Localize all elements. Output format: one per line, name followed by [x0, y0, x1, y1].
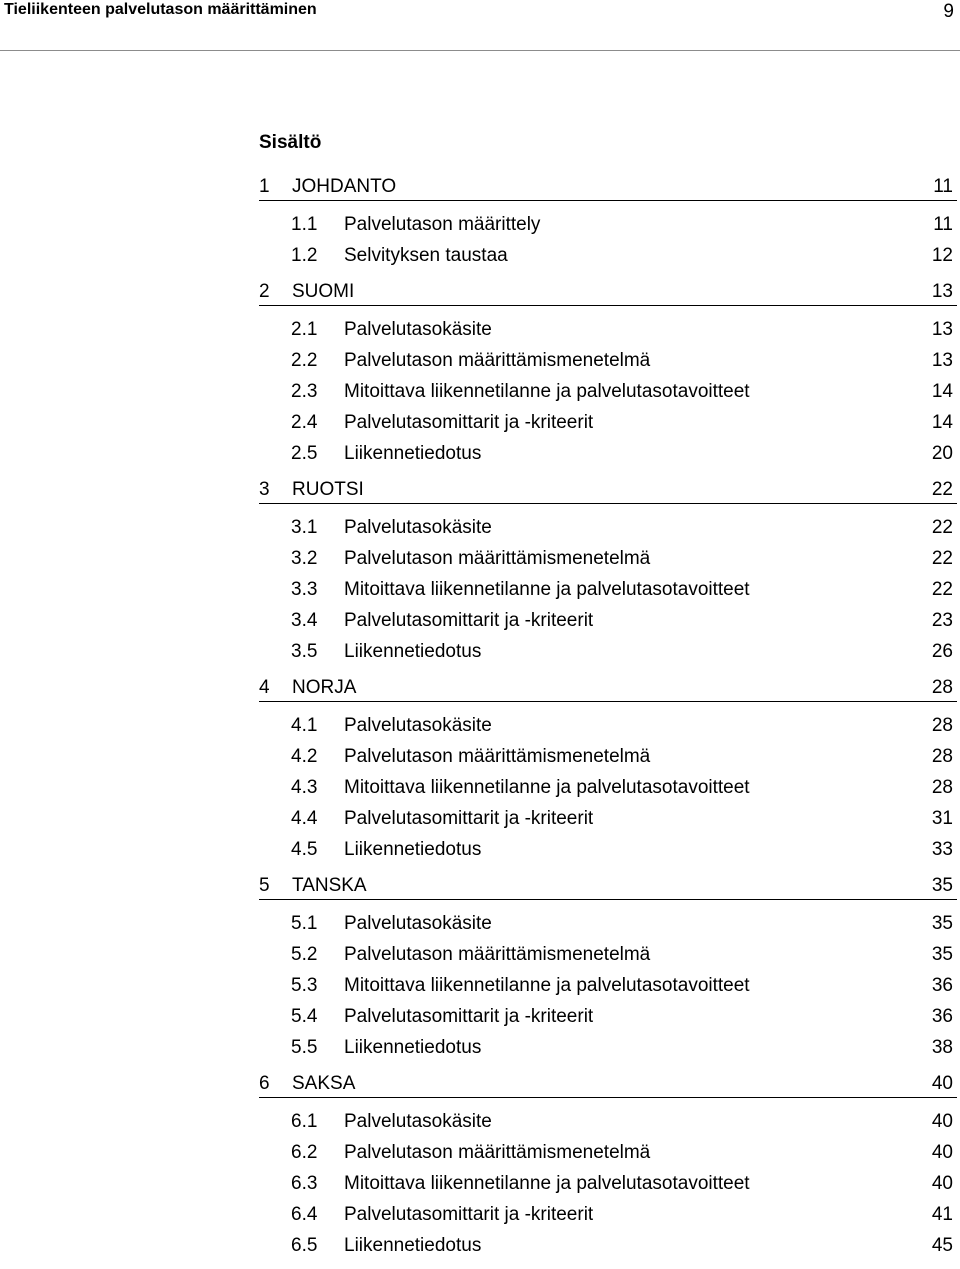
toc-page-number: 31: [931, 808, 953, 829]
toc-page-number: 35: [931, 944, 953, 965]
toc-chapter-row[interactable]: [259, 1071, 957, 1098]
toc-section-row[interactable]: [259, 970, 957, 1001]
toc-page-number: 36: [931, 1006, 953, 1027]
toc-page-number: 45: [931, 1235, 953, 1256]
toc-page-number: 28: [931, 715, 953, 736]
toc-section-number: 5.1: [291, 913, 318, 934]
toc-section-number: 5.2: [291, 944, 318, 965]
toc-chapter: [259, 174, 957, 271]
toc-section-number: 5.5: [291, 1037, 318, 1058]
toc-section-title: Mitoittava liikennetilanne ja palvelutasotavoitteet: [344, 579, 750, 600]
toc-page-number: 35: [931, 913, 953, 934]
toc-chapter-row[interactable]: [259, 675, 957, 702]
toc-chapter-title: SUOMI: [292, 281, 355, 302]
toc-section-number: 5.3: [291, 975, 318, 996]
toc-page-number: 20: [931, 443, 953, 464]
toc-section-row[interactable]: [259, 314, 957, 345]
toc-section-number: 4.2: [291, 746, 318, 767]
toc-chapter-row[interactable]: [259, 477, 957, 504]
toc-chapter-number: 1: [259, 176, 270, 197]
toc-section-row[interactable]: [259, 345, 957, 376]
toc-chapter-number: 2: [259, 281, 270, 302]
toc-section-number: 3.5: [291, 641, 318, 662]
toc-page-number: 33: [931, 839, 953, 860]
toc-chapter-title: JOHDANTO: [292, 176, 397, 197]
toc-page-number: 28: [931, 746, 953, 767]
toc-chapter-row[interactable]: [259, 174, 957, 201]
toc-chapter-row[interactable]: [259, 279, 957, 306]
toc-page-number: 22: [931, 579, 953, 600]
toc-section-title: Liikennetiedotus: [344, 443, 482, 464]
toc-section-title: Palvelutasokäsite: [344, 517, 492, 538]
toc-section-row[interactable]: [259, 772, 957, 803]
running-header: [0, 0, 960, 51]
toc-chapter: [259, 675, 957, 865]
toc-section-title: Palvelutasokäsite: [344, 319, 492, 340]
toc-page-number: 40: [931, 1073, 953, 1094]
toc-page-number: 22: [931, 548, 953, 569]
toc-page-number: 11: [933, 214, 953, 235]
toc-section-title: Liikennetiedotus: [344, 1235, 482, 1256]
toc-section-row[interactable]: [259, 636, 957, 667]
toc-page-number: 28: [931, 677, 953, 698]
toc-section-title: Selvityksen taustaa: [344, 245, 508, 266]
toc-section-row[interactable]: [259, 407, 957, 438]
toc-section-row[interactable]: [259, 605, 957, 636]
toc-section-number: 1.1: [291, 214, 318, 235]
toc-chapter: [259, 873, 957, 1063]
toc-section-title: Palvelutasomittarit ja -kriteerit: [344, 1006, 594, 1027]
toc-section-row[interactable]: [259, 1168, 957, 1199]
toc-page-number: 13: [931, 281, 953, 302]
toc-section-row[interactable]: [259, 1230, 957, 1261]
toc-page-number: 41: [931, 1204, 953, 1225]
toc-chapter-number: 3: [259, 479, 270, 500]
toc-section-title: Liikennetiedotus: [344, 839, 482, 860]
toc-section-row[interactable]: [259, 1199, 957, 1230]
toc-page-number: 22: [931, 479, 953, 500]
toc-section-row[interactable]: [259, 240, 957, 271]
toc-section-row[interactable]: [259, 1001, 957, 1032]
toc-page-number: 14: [931, 412, 953, 433]
toc-chapter-title: TANSKA: [292, 875, 367, 896]
toc-section-title: Liikennetiedotus: [344, 1037, 482, 1058]
toc-section-title: Palvelutasomittarit ja -kriteerit: [344, 610, 594, 631]
toc-page-number: 23: [931, 610, 953, 631]
toc-chapter-row[interactable]: [259, 873, 957, 900]
toc-section-title: Mitoittava liikennetilanne ja palvelutasotavoitteet: [344, 1173, 750, 1194]
toc-page-number: 13: [931, 319, 953, 340]
toc-section-number: 2.5: [291, 443, 318, 464]
toc-chapter-title: NORJA: [292, 677, 357, 698]
toc-page-number: 11: [933, 176, 953, 197]
toc-section-number: 2.1: [291, 319, 318, 340]
toc-section-row[interactable]: [259, 376, 957, 407]
toc-section-title: Palvelutasomittarit ja -kriteerit: [344, 1204, 594, 1225]
toc-section-row[interactable]: [259, 908, 957, 939]
toc-page-number: 40: [931, 1142, 953, 1163]
toc-section-title: Palvelutasomittarit ja -kriteerit: [344, 808, 594, 829]
toc-section-title: Palvelutasokäsite: [344, 913, 492, 934]
toc-section-number: 4.3: [291, 777, 318, 798]
toc-section-number: 6.4: [291, 1204, 318, 1225]
toc-section-title: Palvelutason määrittämismenetelmä: [344, 1142, 651, 1163]
toc-section-number: 6.5: [291, 1235, 318, 1256]
toc-section-title: Mitoittava liikennetilanne ja palvelutasotavoitteet: [344, 381, 750, 402]
page-number: 9: [943, 1, 954, 22]
toc-section-title: Palvelutason määrittämismenetelmä: [344, 746, 651, 767]
toc-section-row[interactable]: [259, 543, 957, 574]
toc-section-number: 6.1: [291, 1111, 318, 1132]
toc-section-number: 4.1: [291, 715, 318, 736]
toc-section-number: 2.4: [291, 412, 318, 433]
toc-page-number: 22: [931, 517, 953, 538]
toc-section-number: 5.4: [291, 1006, 318, 1027]
toc-section-number: 6.3: [291, 1173, 318, 1194]
toc-section-number: 3.3: [291, 579, 318, 600]
toc-page-number: 13: [931, 350, 953, 371]
toc-page-number: 28: [931, 777, 953, 798]
document-title: Tieliikenteen palvelutason määrittäminen: [4, 1, 317, 18]
toc-section-row[interactable]: [259, 1137, 957, 1168]
toc-section-number: 3.1: [291, 517, 318, 538]
toc-section-row[interactable]: [259, 574, 957, 605]
toc-section-title: Palvelutason määrittämismenetelmä: [344, 548, 651, 569]
toc-heading: Sisältö: [259, 132, 322, 153]
toc-chapter-title: RUOTSI: [292, 479, 364, 500]
toc-chapter: [259, 1071, 957, 1261]
toc-chapter-number: 5: [259, 875, 270, 896]
toc-section-row[interactable]: [259, 1106, 957, 1137]
toc-section-title: Mitoittava liikennetilanne ja palvelutasotavoitteet: [344, 975, 750, 996]
toc-page-number: 40: [931, 1111, 953, 1132]
toc-page-number: 35: [931, 875, 953, 896]
toc-page-number: 40: [931, 1173, 953, 1194]
toc-page-number: 12: [931, 245, 953, 266]
toc-chapter: [259, 477, 957, 667]
toc-section-number: 3.4: [291, 610, 318, 631]
toc-page-number: 38: [931, 1037, 953, 1058]
toc-chapter-number: 4: [259, 677, 270, 698]
toc-section-row[interactable]: [259, 710, 957, 741]
toc-section-number: 4.4: [291, 808, 318, 829]
toc-section-row[interactable]: [259, 209, 957, 240]
toc-section-title: Liikennetiedotus: [344, 641, 482, 662]
toc-section-title: Palvelutasokäsite: [344, 715, 492, 736]
toc-section-title: Mitoittava liikennetilanne ja palvelutasotavoitteet: [344, 777, 750, 798]
toc-section-row[interactable]: [259, 438, 957, 469]
toc-chapter-title: SAKSA: [292, 1073, 356, 1094]
table-of-contents: [259, 174, 957, 1269]
toc-section-title: Palvelutason määrittely: [344, 214, 541, 235]
toc-section-title: Palvelutason määrittämismenetelmä: [344, 944, 651, 965]
toc-chapter-number: 6: [259, 1073, 270, 1094]
toc-page-number: 14: [931, 381, 953, 402]
toc-section-title: Palvelutasokäsite: [344, 1111, 492, 1132]
toc-section-number: 1.2: [291, 245, 318, 266]
toc-page-number: 26: [931, 641, 953, 662]
toc-section-number: 2.2: [291, 350, 318, 371]
toc-chapter: [259, 279, 957, 469]
toc-section-row[interactable]: [259, 939, 957, 970]
toc-page-number: 36: [931, 975, 953, 996]
toc-section-number: 3.2: [291, 548, 318, 569]
toc-section-row[interactable]: [259, 803, 957, 834]
toc-section-number: 2.3: [291, 381, 318, 402]
toc-section-row[interactable]: [259, 512, 957, 543]
toc-section-title: Palvelutason määrittämismenetelmä: [344, 350, 651, 371]
toc-section-row[interactable]: [259, 741, 957, 772]
toc-section-row[interactable]: [259, 1032, 957, 1063]
toc-section-number: 4.5: [291, 839, 318, 860]
toc-section-number: 6.2: [291, 1142, 318, 1163]
toc-section-title: Palvelutasomittarit ja -kriteerit: [344, 412, 594, 433]
toc-section-row[interactable]: [259, 834, 957, 865]
